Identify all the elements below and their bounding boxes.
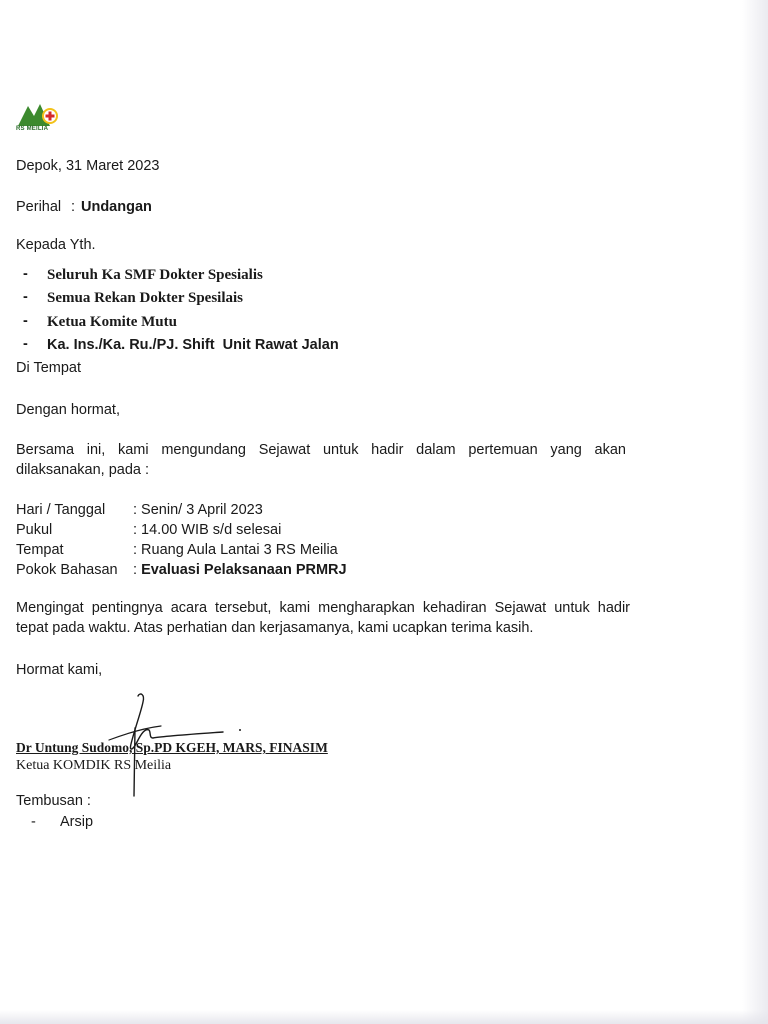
addressee-intro: Kepada Yth.: [16, 237, 96, 253]
cc-label: Tembusan :: [16, 793, 91, 809]
detail-label-date: Hari / Tanggal: [16, 502, 106, 518]
body-intro-line-2: dilaksanakan, pada :: [16, 462, 150, 478]
recipient-1: Seluruh Ka SMF Dokter Spesialis: [47, 267, 263, 283]
detail-value-time: : 14.00 WIB s/d selesai: [133, 522, 282, 538]
recipient-2: Semua Rekan Dokter Spesilais: [47, 290, 243, 306]
recipient-3: Ketua Komite Mutu: [47, 314, 177, 330]
recipient-bullet: -: [23, 313, 28, 329]
recipient-4: Ka. Ins./Ka. Ru./PJ. Shift Unit Rawat Jalan: [47, 337, 339, 353]
greeting: Dengan hormat,: [16, 402, 120, 418]
detail-label-topic: Pokok Bahasan: [16, 562, 118, 578]
detail-value-place: : Ruang Aula Lantai 3 RS Meilia: [133, 542, 338, 558]
body-intro-paragraph: [16, 440, 626, 480]
recipient-bullet: -: [23, 336, 28, 352]
location-line: Di Tempat: [16, 360, 82, 376]
detail-topic-prefix: :: [133, 562, 142, 578]
detail-value-date: : Senin/ 3 April 2023: [133, 502, 263, 518]
detail-label-time: Pukul: [16, 522, 53, 538]
subject-value: Undangan: [81, 199, 152, 215]
detail-value-topic: [133, 561, 347, 579]
cc-bullet: -: [31, 814, 36, 830]
cc-item: Arsip: [60, 814, 94, 830]
scan-edge-shadow: [742, 0, 768, 1024]
closing-line-1: Mengingat pentingnya acara tersebut, kami mengharapkan kehadiran Sejawat untuk hadir: [16, 600, 630, 616]
detail-label-place: Tempat: [16, 542, 64, 558]
recipient-bullet: -: [23, 289, 28, 305]
recipient-bullet: -: [23, 266, 28, 282]
detail-topic-text: Evaluasi Pelaksanaan PRMRJ: [141, 562, 347, 578]
closing-line-2: tepat pada waktu. Atas perhatian dan kerjasamanya, kami ucapkan terima kasih.: [16, 620, 534, 636]
closing-paragraph: [16, 598, 630, 638]
date-line: Depok, 31 Maret 2023: [16, 158, 160, 174]
signatory-name: Dr Untung Sudomo, Sp.PD KGEH, MARS, FINASIM: [16, 740, 328, 755]
scan-bottom-shadow: [0, 1010, 768, 1024]
sign-off: Hormat kami,: [16, 662, 103, 678]
subject-label: Perihal: [16, 199, 62, 215]
signatory-role: Ketua KOMDIK RS Meilia: [16, 758, 172, 773]
subject-separator: :: [71, 199, 76, 215]
body-intro-line-1: Bersama ini, kami mengundang Sejawat untuk hadir dalam pertemuan yang akan: [16, 442, 626, 458]
logo-wordmark: RS MEILIA: [16, 126, 49, 132]
